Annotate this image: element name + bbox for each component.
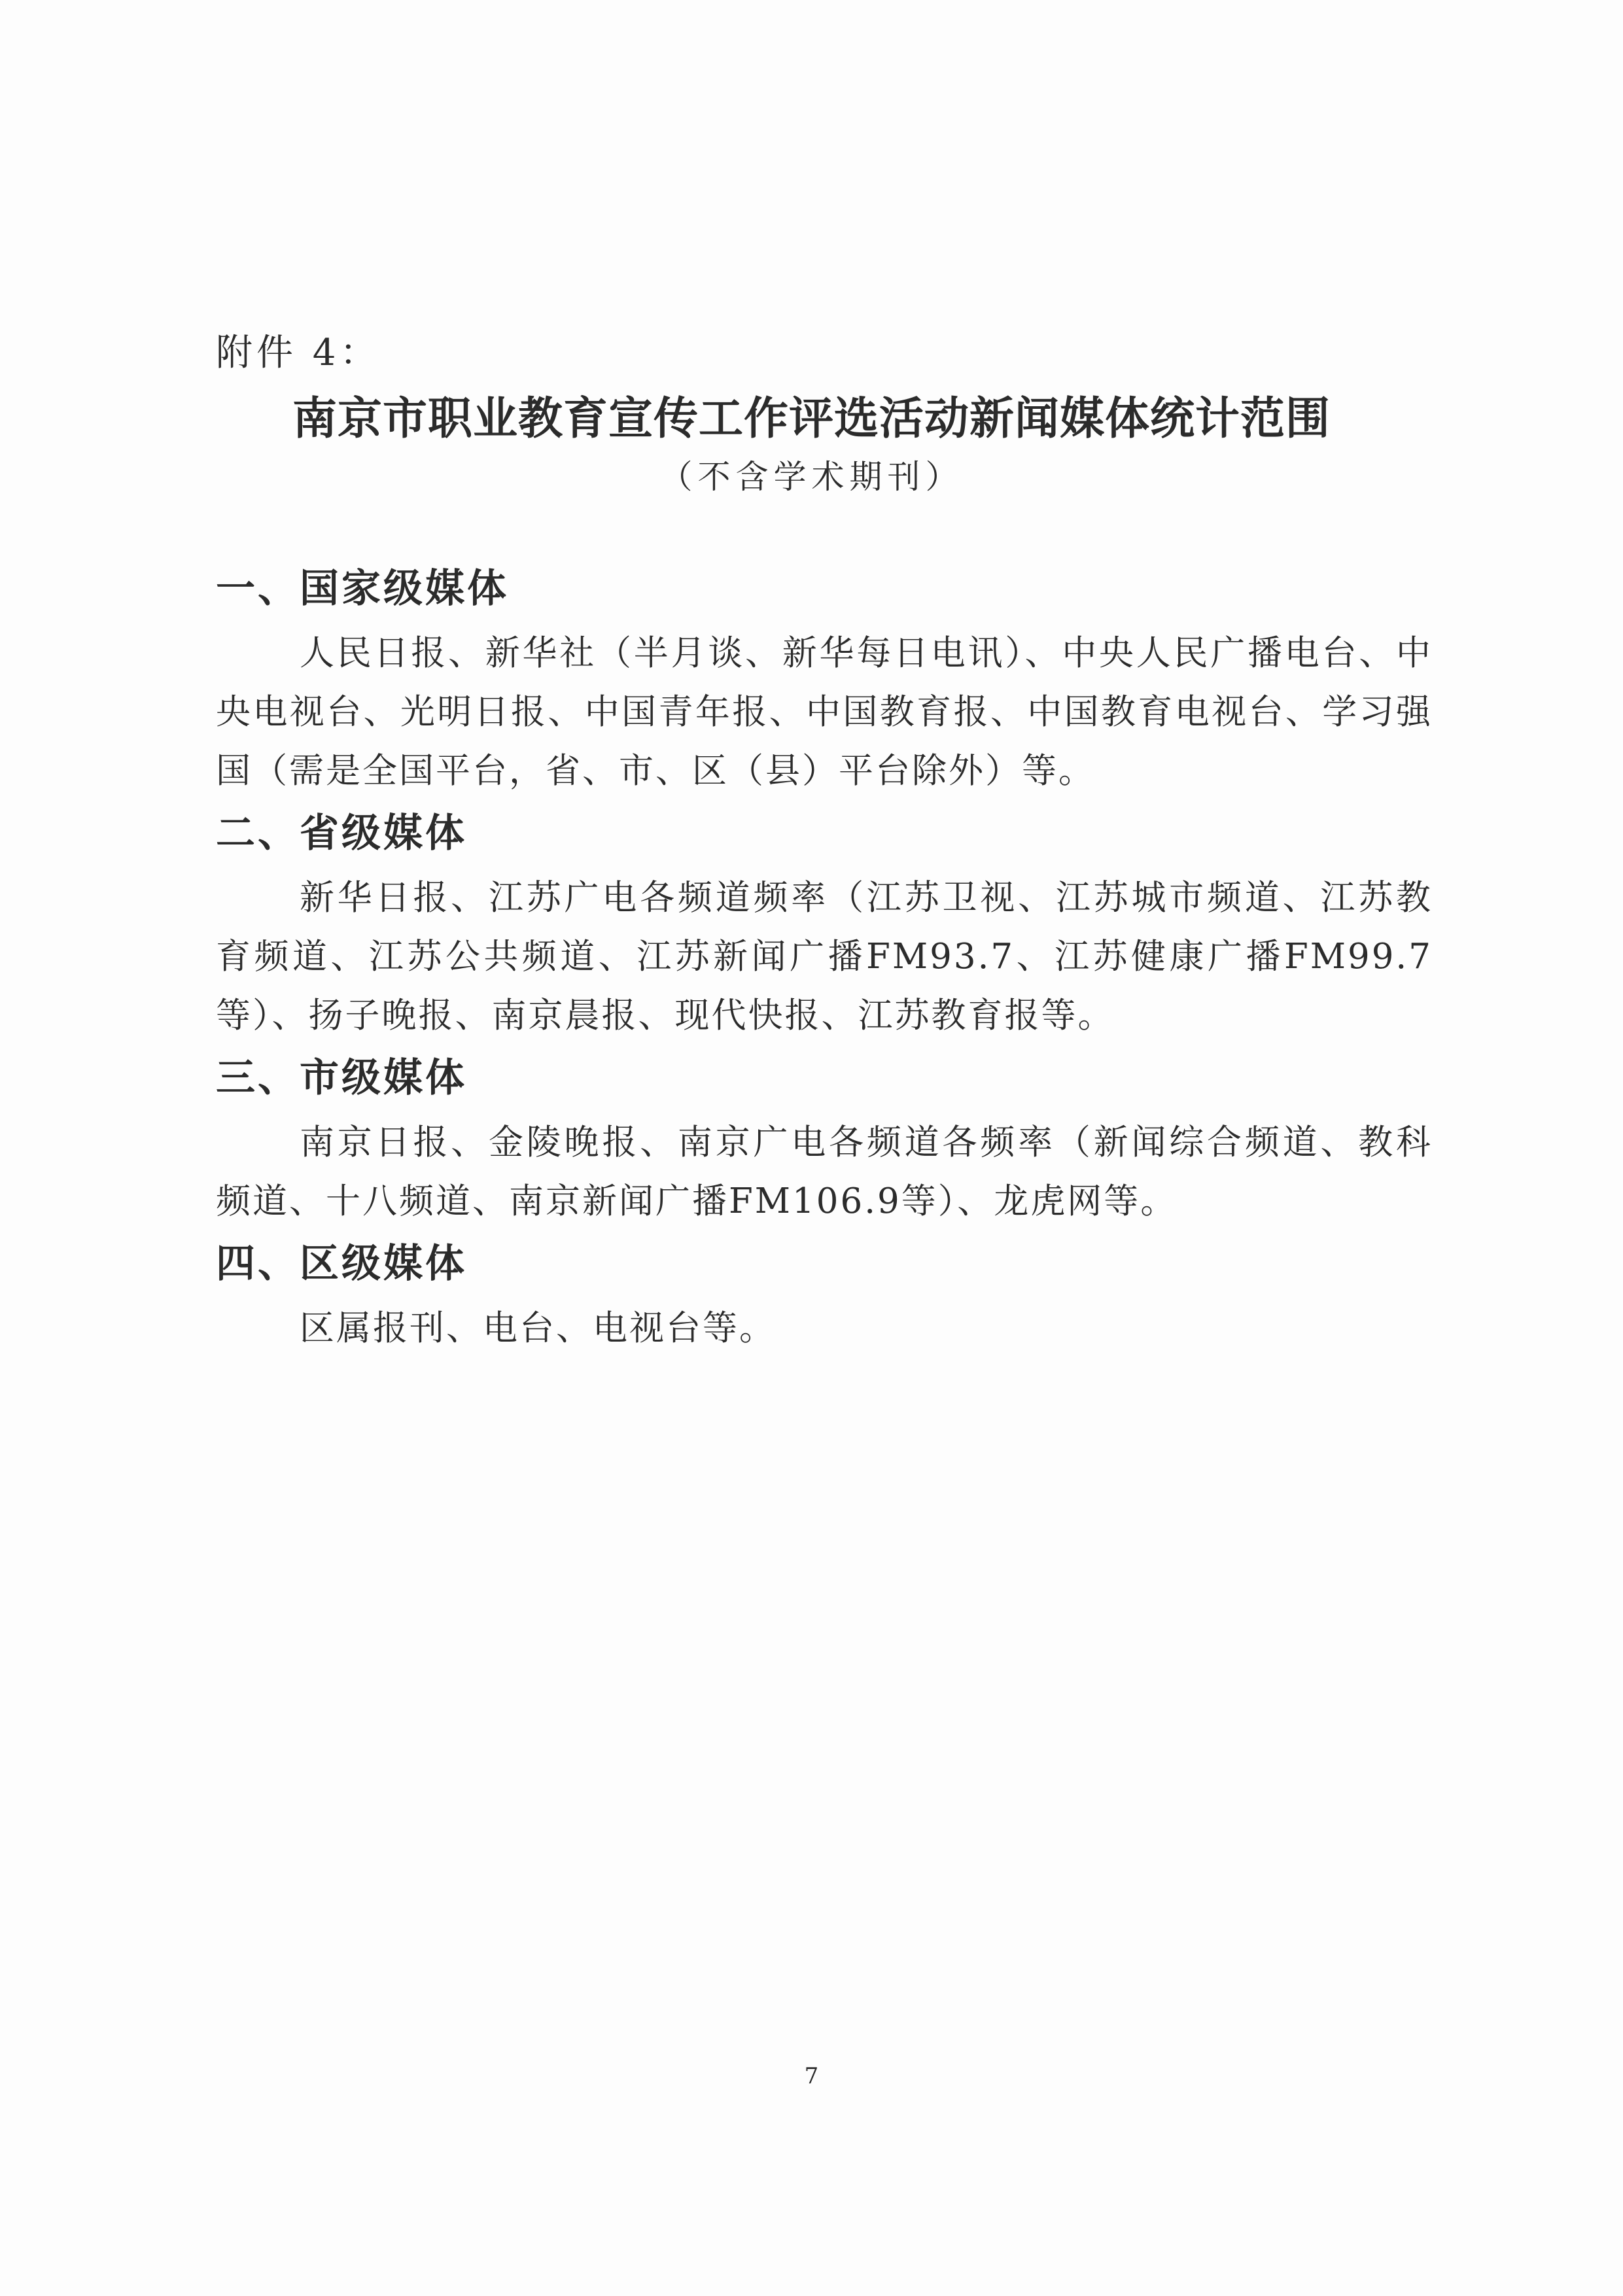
document-body	[216, 561, 1433, 1363]
section-national-media	[216, 561, 1433, 801]
section-text: 南京日报、金陵晚报、南京广电各频道各频率（新闻综合频道、教科频道、十八频道、南京新闻广播FM106.9等）、龙虎网等。	[216, 1122, 1433, 1221]
attachment-label: 附件 4：	[216, 332, 381, 374]
page-number: 7	[804, 2063, 819, 2089]
section-text: 区属报刊、电台、电视台等。	[300, 1308, 776, 1348]
section-district-media	[216, 1236, 1433, 1358]
section-text: 新华日报、江苏广电各频道频率（江苏卫视、江苏城市频道、江苏教育频道、江苏公共频道、江苏新闻广播FM93.7、江苏健康广播FM99.7等）、扬子晚报、南京晨报、现代快报、江苏教育报等。	[216, 878, 1433, 1035]
section-city-media	[216, 1051, 1433, 1231]
section-text: 人民日报、新华社（半月谈、新华每日电讯）、中央人民广播电台、中央电视台、光明日报、中国青年报、中国教育报、中国教育电视台、学习强国（需是全国平台，省、市、区（县）平台除外）等。	[216, 633, 1433, 791]
section-heading: 四、区级媒体	[216, 1241, 467, 1287]
section-heading: 三、市级媒体	[216, 1055, 467, 1101]
section-provincial-media	[216, 806, 1433, 1045]
section-heading: 一、国家级媒体	[216, 566, 509, 612]
section-heading: 二、省级媒体	[216, 810, 467, 856]
document-title: 南京市职业教育宣传工作评选活动新闻媒体统计范围	[292, 392, 1331, 445]
document-subtitle: （不含学术期刊）	[659, 458, 964, 496]
